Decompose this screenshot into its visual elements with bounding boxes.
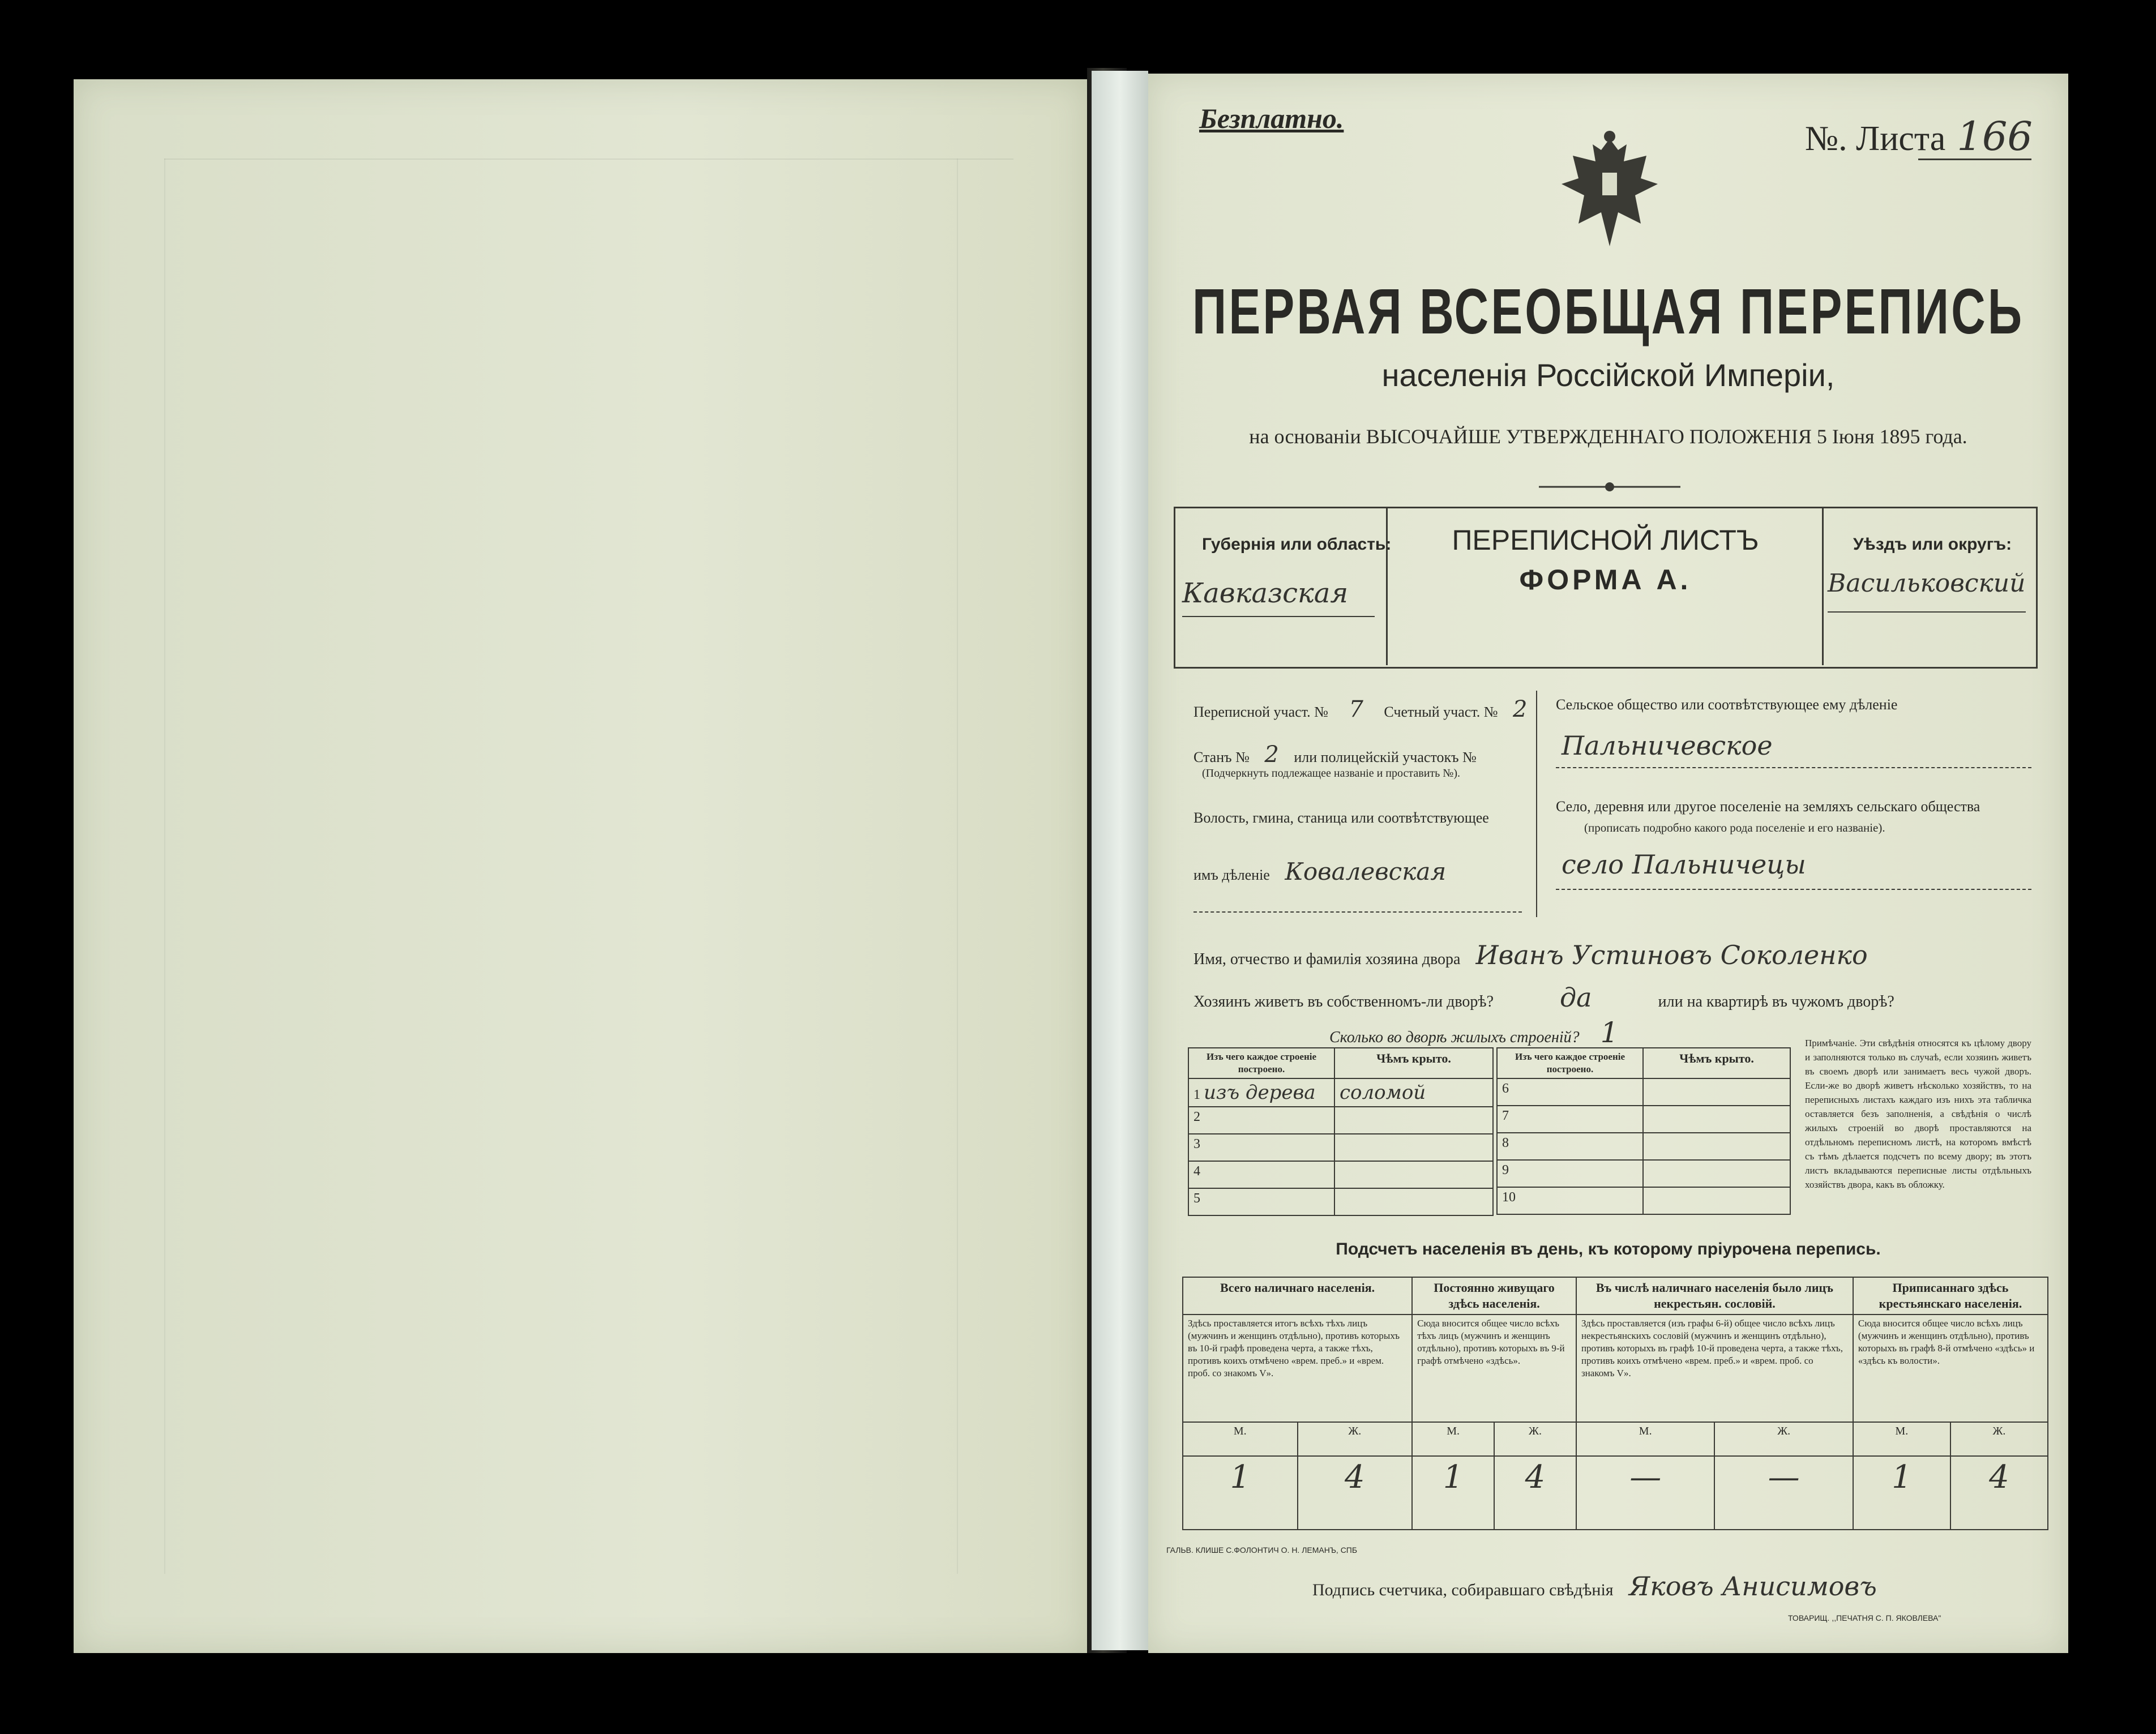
col-material-header: Изъ чего каждое строеніе построено. <box>1188 1048 1334 1078</box>
m-label: М. <box>1576 1422 1714 1456</box>
table-row: 3 <box>1188 1134 1493 1161</box>
gubernia-label: Губернія или область: <box>1202 535 1392 554</box>
village-underline <box>1556 889 2031 890</box>
stan-field: Станъ № 2 или полицейскій участокъ № <box>1194 742 1477 768</box>
printer-left: ГАЛЬВ. КЛИШЕ С.ФОЛОНТИЧ О. Н. ЛЕМАНЪ, СПБ <box>1166 1545 1358 1555</box>
col-roof-header: Чѣмъ крыто. <box>1643 1048 1790 1078</box>
table-row: 4 <box>1188 1161 1493 1188</box>
buildings-count-value: 1 <box>1600 1016 1619 1049</box>
signature-value: Яковъ Анисимовъ <box>1629 1571 1877 1602</box>
count-m-value: 1 <box>1183 1456 1298 1530</box>
sheet-no-value: 166 <box>1957 113 2033 160</box>
society-label: Сельское общество или соотвѣтствующее ему дѣленіе <box>1556 696 1898 713</box>
count-col-head: Приписаннаго здѣсь крестьянскаго населенія. <box>1853 1277 2048 1315</box>
table-row: 1 изъ дерева соломой <box>1188 1078 1493 1107</box>
count-zh-value: 4 <box>1298 1456 1413 1530</box>
box-divider <box>1822 507 1824 665</box>
signature-field: Подпись счетчика, собиравшаго свѣдѣнія Яковъ Анисимовъ <box>1312 1571 1877 1602</box>
zh-label: Ж. <box>1494 1422 1576 1456</box>
count-m-value: — <box>1576 1456 1714 1530</box>
sheet-no-label: №. Листа 166 <box>1805 113 2033 160</box>
table-row: 10 <box>1497 1187 1790 1214</box>
binding-strip <box>1092 71 1148 1650</box>
census-form-page <box>1148 74 2068 1653</box>
table-row: 9 <box>1497 1160 1790 1187</box>
uchastok-value: 7 <box>1349 696 1363 722</box>
village-note: (прописать подробно какого рода поселеніе и его названіе). <box>1584 821 1885 834</box>
table-row: 6 <box>1497 1078 1790 1106</box>
count-col-desc: Сюда вносится общее число всѣхъ лицъ (мужчинъ и женщинъ отдѣльно), противъ которыхъ въ графѣ 8-й отмѣчено «здѣсь» и «здѣсь къ волости». <box>1853 1315 2048 1422</box>
ornament-divider <box>1539 481 1680 493</box>
show-through-line <box>957 159 958 1574</box>
volost-value: Ковалевская <box>1285 858 1447 885</box>
count-m-value: 1 <box>1412 1456 1494 1530</box>
buildings-table-right <box>1496 1047 1791 1215</box>
count-zh-value: — <box>1714 1456 1853 1530</box>
imperial-eagle-emblem <box>1556 127 1663 258</box>
uezd-underline <box>1828 611 2026 613</box>
count-zh-value: 4 <box>1950 1456 2048 1530</box>
table-row: 8 <box>1497 1133 1790 1160</box>
volost-field: имъ дѣленіе Ковалевская <box>1194 858 1447 885</box>
census-basis: на основаніи ВЫСОЧАЙШЕ УТВЕРЖДЕННАГО ПОЛОЖЕНІЯ 5 Іюня 1895 года. <box>1249 425 1967 448</box>
table-row: 7 <box>1497 1106 1790 1133</box>
count-col-desc: Здѣсь проставляется итогъ всѣхъ тѣхъ лицъ (мужчинъ и женщинъ отдѣльно), противъ которыхъ въ 10-й графѣ проведена черта, а также тѣхъ, противъ коихъ отмѣчено «врем. преб.» и «врем. проб. со знакомъ V». <box>1183 1315 1412 1422</box>
stan-note: (Подчеркнуть подлежащее названіе и проставить №). <box>1202 767 1460 780</box>
printer-right: ТОВАРИЩ. ,,ПЕЧАТНЯ С. П. ЯКОВЛЕВА" <box>1788 1613 1941 1622</box>
fields-divider <box>1536 691 1537 917</box>
count-zh-value: 4 <box>1494 1456 1576 1530</box>
count-col-head: Постоянно живущаго здѣсь населенія. <box>1412 1277 1576 1315</box>
buildings-count-field: Сколько во дворѣ жилыхъ строеній? 1 <box>1329 1016 1619 1049</box>
schetny-value: 2 <box>1513 696 1528 722</box>
left-page <box>74 79 1087 1653</box>
note-text: Примѣчаніе. Эти свѣдѣнія относятся къ цѣлому двору и заполняются только въ случаѣ, если хозяинъ живетъ въ своемъ дворѣ или занимаетъ весь чужой дворъ. Если-же во дворѣ живетъ нѣсколько хозяйствъ, то на переписныхъ листахъ каждаго изъ нихъ эта табличка оставляется безъ заполненія, а свѣдѣнія о числѣ жилыхъ строеній во дворѣ проставляются на отдѣльномъ переписномъ листѣ, на которомъ вмѣстѣ съ тѣмъ дѣлается подсчетъ по всему двору; въ этотъ листъ вкладываются переписные листы отдѣльныхъ хозяйствъ двора, какъ въ обложку. <box>1805 1038 2031 1190</box>
volost-underline <box>1194 911 1522 913</box>
m-label: М. <box>1412 1422 1494 1456</box>
volost-label: Волость, гмина, станица или соотвѣтствующее <box>1194 810 1489 826</box>
count-col-desc: Сюда вносится общее число всѣхъ тѣхъ лицъ (мужчинъ и женщинъ отдѣльно), противъ которыхъ въ 9-й графѣ отмѣчено «здѣсь». <box>1412 1315 1576 1422</box>
gubernia-value: Кавказская <box>1182 577 1349 609</box>
box-divider <box>1386 507 1388 665</box>
owner-name-value: Иванъ Устиновъ Соколенко <box>1475 940 1868 970</box>
village-value: село Пальничецы <box>1562 849 1806 880</box>
m-label: М. <box>1853 1422 1950 1456</box>
table-row: 2 <box>1188 1107 1493 1134</box>
form-title: ПЕРЕПИСНОЙ ЛИСТЪ <box>1452 524 1759 556</box>
uezd-value: Васильковский <box>1828 569 2026 598</box>
population-count-table <box>1182 1277 2048 1530</box>
count-m-value: 1 <box>1853 1456 1950 1530</box>
owner-lives-value: да <box>1560 982 1592 1013</box>
table-row: 5 <box>1188 1188 1493 1215</box>
sheet-no-underline <box>1918 159 2031 160</box>
show-through-line <box>164 159 165 1574</box>
gubernia-underline <box>1182 616 1375 617</box>
free-label: Безплатно. <box>1199 102 1344 134</box>
m-label: М. <box>1183 1422 1298 1456</box>
count-col-desc: Здѣсь проставляется (изъ графы 6-й) общее число всѣхъ лицъ некрестьянскихъ сословій (мужчинъ и женщинъ отдѣльно), противъ которыхъ въ графѣ 10-й проведена черта, а также тѣхъ, противъ коихъ отмѣчено «врем. преб.» и «врем. проб. со знакомъ V». <box>1576 1315 1853 1422</box>
zh-label: Ж. <box>1298 1422 1413 1456</box>
stan-value: 2 <box>1264 742 1279 768</box>
col-roof-header: Чѣмъ крыто. <box>1334 1048 1493 1078</box>
count-col-head: Въ числѣ наличнаго населенія было лицъ некрестьян. сословій. <box>1576 1277 1853 1315</box>
owner-name-field: Имя, отчество и фамилія хозяина двора Иванъ Устиновъ Соколенко <box>1194 940 1868 970</box>
zh-label: Ж. <box>1714 1422 1853 1456</box>
uchastok-field: Переписной участ. № 7 Счетный участ. № 2 <box>1194 696 1528 722</box>
count-col-head: Всего наличнаго населенія. <box>1183 1277 1412 1315</box>
count-title: Подсчетъ населенія въ день, къ которому пріурочена перепись. <box>1336 1240 1881 1258</box>
col-material-header: Изъ чего каждое строеніе построено. <box>1497 1048 1643 1078</box>
census-subtitle: населенія Россійской Имперіи, <box>1381 357 1835 393</box>
form-subtitle: ФОРМА А. <box>1519 564 1692 596</box>
census-title: ПЕРВАЯ ВСЕОБЩАЯ ПЕРЕПИСЬ <box>1192 275 2025 348</box>
owner-lives-field: Хозяинъ живетъ въ собственномъ-ли дворѣ? да или на квартирѣ въ чужомъ дворѣ? <box>1194 982 1894 1013</box>
show-through-line <box>164 159 1013 160</box>
village-label: Село, деревня или другое поселеніе на земляхъ сельскаго общества <box>1556 798 1980 815</box>
society-underline <box>1556 767 2031 768</box>
zh-label: Ж. <box>1950 1422 2048 1456</box>
society-value: Пальничевское <box>1562 730 1773 761</box>
buildings-table-left <box>1188 1047 1494 1216</box>
uezd-label: Уѣздъ или округъ: <box>1853 535 2012 554</box>
